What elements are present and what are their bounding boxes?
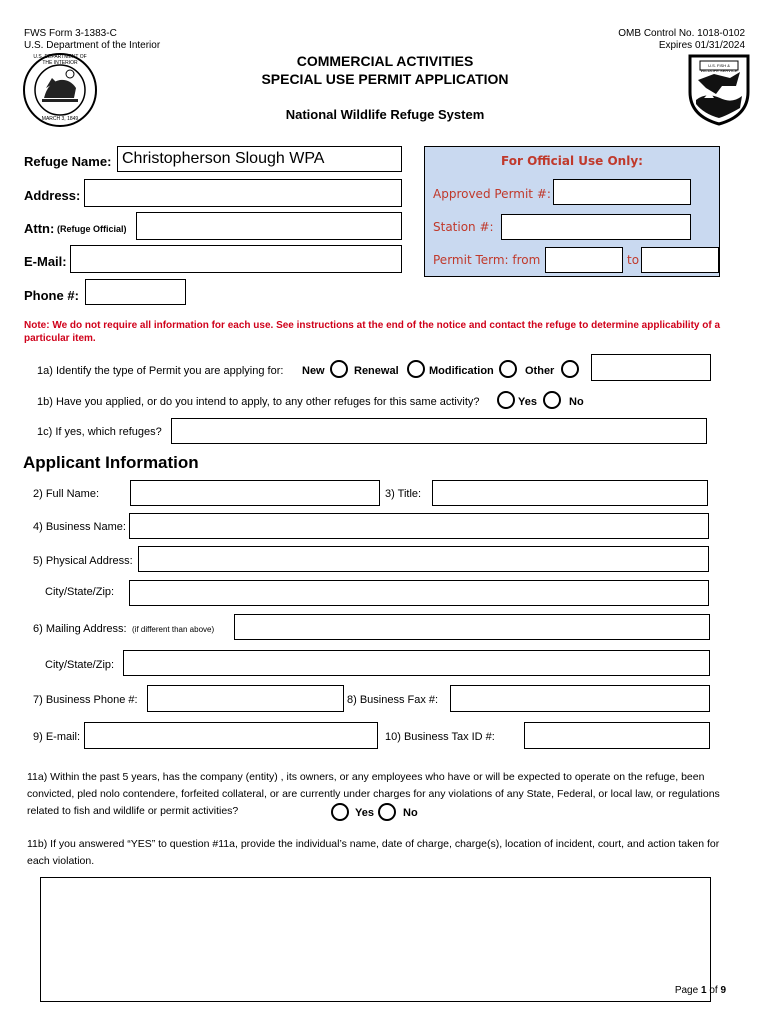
page-prefix: Page bbox=[674, 985, 699, 996]
title-field[interactable] bbox=[432, 480, 708, 506]
business-name-label: 4) Business Name: bbox=[33, 521, 126, 533]
department-name: U.S. Department of the Interior bbox=[24, 40, 161, 51]
violations-details-field[interactable] bbox=[40, 877, 711, 1002]
q11a-text: 11a) Within the past 5 years, has the company (entity) , its owners, or any employees who have or will be expected to operate on the refuge, been convicted, pled nolo contendere, forfeited collateral, or are currently under charges for any violations of any State, Federal, or local law, or regulations related to fish and wildlife or permit activities? bbox=[27, 771, 720, 817]
business-fax-field[interactable] bbox=[450, 685, 710, 712]
station-field[interactable] bbox=[501, 214, 691, 240]
q1b-label: 1b) Have you applied, or do you intend to apply, to any other refuges for this same activity? bbox=[37, 396, 480, 408]
violations-yes-radio[interactable] bbox=[331, 803, 349, 821]
mailing-address-label: 6) Mailing Address: bbox=[33, 623, 127, 635]
q1a-label: 1a) Identify the type of Permit you are applying for: bbox=[37, 365, 284, 377]
seal-left-text: U.S. DEPARTMENT OF THE INTERIOR bbox=[33, 54, 87, 66]
permit-type-other-field[interactable] bbox=[591, 354, 711, 381]
address-field[interactable] bbox=[84, 179, 402, 207]
instruction-note: Note: We do not require all information for each use. See instructions at the end of the notice and contact the refuge to determine applicability of a particular item. bbox=[24, 320, 721, 344]
phone-label: Phone #: bbox=[24, 288, 79, 303]
mailing-address-sub-label: (if different than above) bbox=[132, 625, 215, 634]
business-phone-label: 7) Business Phone #: bbox=[33, 694, 138, 706]
email-field[interactable] bbox=[70, 245, 402, 273]
mailing-city-state-zip-label: City/State/Zip: bbox=[45, 659, 115, 671]
attn-sub-label: (Refuge Official) bbox=[57, 224, 127, 234]
other-refuges-yes-radio[interactable] bbox=[497, 391, 515, 409]
business-fax-label: 8) Business Fax #: bbox=[347, 694, 439, 706]
address-label: Address: bbox=[24, 188, 81, 203]
applicant-info-heading: Applicant Information bbox=[23, 453, 199, 472]
email-label: E-Mail: bbox=[24, 254, 67, 269]
other-refuges-yes-label: Yes bbox=[518, 396, 537, 408]
mailing-address-field[interactable] bbox=[234, 614, 710, 640]
business-email-label: 9) E-mail: bbox=[33, 731, 81, 743]
which-refuges-field[interactable] bbox=[171, 418, 707, 444]
attn-field[interactable] bbox=[136, 212, 402, 240]
seal-right-text: U.S. FISH & WILDLIFE SERVICE bbox=[700, 63, 738, 73]
refuge-name-field[interactable]: Christopherson Slough WPA bbox=[117, 146, 402, 172]
page-number: 1 bbox=[700, 985, 707, 996]
station-label: Station #: bbox=[433, 220, 494, 234]
title-label: 3) Title: bbox=[385, 488, 422, 500]
permit-type-new-radio[interactable] bbox=[330, 360, 348, 378]
approved-permit-label: Approved Permit #: bbox=[433, 187, 551, 201]
other-refuges-no-label: No bbox=[569, 396, 584, 408]
q11b-text: 11b) If you answered “YES” to question #11a, provide the individual’s name, date of charge, charge(s), location of incident, court, and action taken for each violation. bbox=[27, 838, 720, 867]
physical-address-field[interactable] bbox=[138, 546, 709, 572]
q1c-label: 1c) If yes, which refuges? bbox=[37, 426, 162, 438]
phone-field[interactable] bbox=[85, 279, 186, 305]
seal-left-date: MARCH 3, 1849 bbox=[41, 116, 79, 122]
business-tax-id-label: 10) Business Tax ID #: bbox=[385, 731, 495, 743]
permit-type-other-label: Other bbox=[525, 365, 555, 377]
violations-yes-label: Yes bbox=[355, 807, 374, 819]
city-state-zip-label: City/State/Zip: bbox=[45, 586, 115, 598]
permit-type-other-radio[interactable] bbox=[561, 360, 579, 378]
permit-type-renewal-label: Renewal bbox=[354, 365, 399, 377]
full-name-field[interactable] bbox=[130, 480, 380, 506]
form-title-line1: COMMERCIAL ACTIVITIES bbox=[296, 53, 474, 69]
permit-term-label: Permit Term: from bbox=[433, 253, 541, 267]
physical-address-label: 5) Physical Address: bbox=[33, 555, 133, 567]
violations-no-radio[interactable] bbox=[378, 803, 396, 821]
business-phone-field[interactable] bbox=[147, 685, 344, 712]
business-name-field[interactable] bbox=[129, 513, 709, 539]
form-number: FWS Form 3-1383-C bbox=[24, 28, 117, 39]
permit-type-renewal-radio[interactable] bbox=[407, 360, 425, 378]
official-use-title: For Official Use Only: bbox=[501, 154, 643, 168]
form-subtitle: National Wildlife Refuge System bbox=[285, 107, 485, 122]
permit-term-to-label: to bbox=[627, 253, 640, 267]
form-title-line2: SPECIAL USE PERMIT APPLICATION bbox=[261, 71, 509, 87]
permit-type-modification-label: Modification bbox=[429, 365, 494, 377]
permit-term-to-field[interactable] bbox=[641, 247, 719, 273]
expiration-date: Expires 01/31/2024 bbox=[658, 40, 745, 51]
mailing-city-state-zip-field[interactable] bbox=[123, 650, 710, 676]
permit-type-modification-radio[interactable] bbox=[499, 360, 517, 378]
attn-label: Attn: bbox=[24, 221, 55, 236]
page-total: 9 bbox=[720, 985, 726, 996]
page-indicator bbox=[675, 985, 726, 996]
official-use-box bbox=[424, 146, 720, 277]
other-refuges-no-radio[interactable] bbox=[543, 391, 561, 409]
permit-type-new-label: New bbox=[302, 365, 325, 377]
approved-permit-field[interactable] bbox=[553, 179, 691, 205]
city-state-zip-field[interactable] bbox=[129, 580, 709, 606]
refuge-name-label: Refuge Name: bbox=[24, 154, 112, 169]
page-of: of bbox=[709, 985, 718, 996]
business-tax-id-field[interactable] bbox=[524, 722, 710, 749]
violations-no-label: No bbox=[403, 807, 418, 819]
omb-control-number: OMB Control No. 1018-0102 bbox=[618, 28, 745, 39]
business-email-field[interactable] bbox=[84, 722, 378, 749]
permit-term-from-field[interactable] bbox=[545, 247, 623, 273]
full-name-label: 2) Full Name: bbox=[33, 488, 100, 500]
